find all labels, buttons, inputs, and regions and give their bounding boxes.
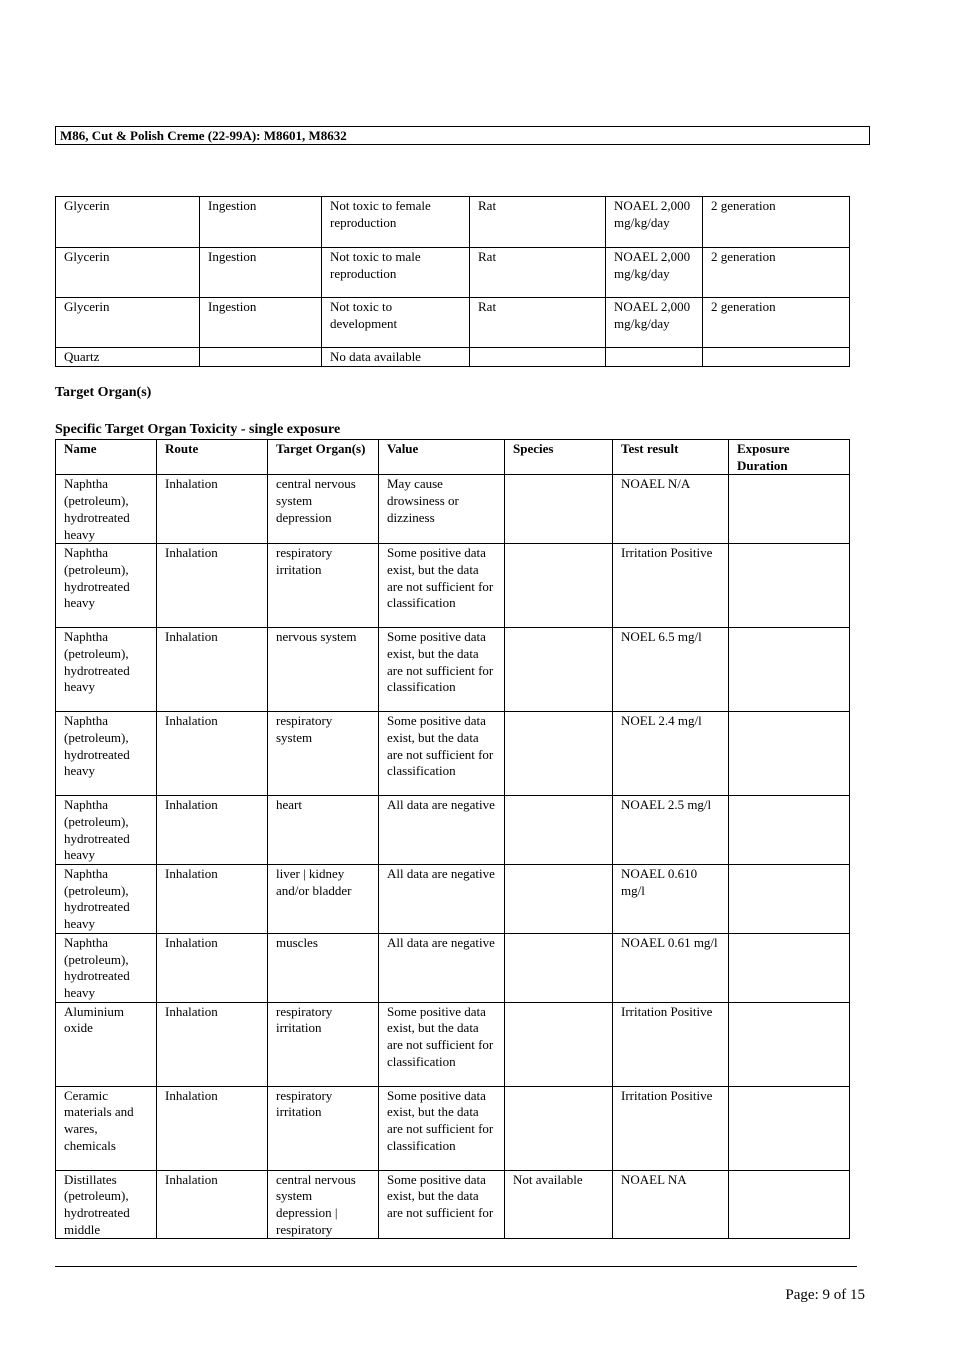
column-header: Species	[505, 440, 613, 475]
table-cell: Not toxic to female reproduction	[322, 197, 470, 248]
table-cell: Some positive data exist, but the data are not sufficient for classification	[379, 628, 505, 712]
table-cell: Aluminium oxide	[56, 1002, 157, 1086]
table-cell: Inhalation	[157, 1170, 268, 1239]
table-cell: NOAEL 2,000 mg/kg/day	[606, 298, 703, 348]
table-cell: Inhalation	[157, 796, 268, 865]
table-cell: NOAEL 0.610 mg/l	[613, 865, 729, 934]
table-cell: Inhalation	[157, 712, 268, 796]
table-cell: NOAEL 2,000 mg/kg/day	[606, 248, 703, 298]
table-cell: Quartz	[56, 348, 200, 367]
table-cell: Some positive data exist, but the data are not sufficient for classification	[379, 712, 505, 796]
table-row	[56, 1170, 850, 1239]
table-cell: NOAEL NA	[613, 1170, 729, 1239]
column-header: Name	[56, 440, 157, 475]
table-cell: Not toxic to development	[322, 298, 470, 348]
table-cell	[729, 1086, 850, 1170]
table-cell	[505, 1086, 613, 1170]
table-cell: NOEL 6.5 mg/l	[613, 628, 729, 712]
table-row	[56, 197, 850, 248]
table-row	[56, 628, 850, 712]
table-row	[56, 348, 850, 367]
table-cell: May cause drowsiness or dizziness	[379, 475, 505, 544]
table-row	[56, 796, 850, 865]
column-header: Test result	[613, 440, 729, 475]
table-cell: 2 generation	[703, 298, 850, 348]
table-cell	[729, 475, 850, 544]
table-cell: No data available	[322, 348, 470, 367]
table-cell: central nervous system depression | respiratory	[268, 1170, 379, 1239]
table-cell: Naphtha (petroleum), hydrotreated heavy	[56, 628, 157, 712]
table-cell: Irritation Positive	[613, 1086, 729, 1170]
table-cell: heart	[268, 796, 379, 865]
table-cell: Rat	[470, 248, 606, 298]
table-cell	[470, 348, 606, 367]
table-cell: liver | kidney and/or bladder	[268, 865, 379, 934]
table-cell	[200, 348, 322, 367]
table-cell	[505, 712, 613, 796]
column-header: Route	[157, 440, 268, 475]
table-cell: Naphtha (petroleum), hydrotreated heavy	[56, 933, 157, 1002]
table-cell: nervous system	[268, 628, 379, 712]
table-cell	[729, 933, 850, 1002]
table-cell	[505, 628, 613, 712]
table-cell: NOAEL 0.61 mg/l	[613, 933, 729, 1002]
table-cell: Naphtha (petroleum), hydrotreated heavy	[56, 544, 157, 628]
table-cell: Naphtha (petroleum), hydrotreated heavy	[56, 475, 157, 544]
table-cell	[505, 475, 613, 544]
table-cell: respiratory irritation	[268, 1002, 379, 1086]
page-number: Page: 9 of 15	[785, 1287, 865, 1303]
table-cell: Inhalation	[157, 475, 268, 544]
table-cell	[729, 544, 850, 628]
table-cell: Ingestion	[200, 197, 322, 248]
table-row	[56, 1002, 850, 1086]
table-cell: respiratory irritation	[268, 544, 379, 628]
table-cell: Inhalation	[157, 628, 268, 712]
table-cell	[606, 348, 703, 367]
table-cell: 2 generation	[703, 197, 850, 248]
table-cell: Glycerin	[56, 197, 200, 248]
table-cell: NOAEL 2,000 mg/kg/day	[606, 197, 703, 248]
table-cell: Distillates (petroleum), hydrotreated middle	[56, 1170, 157, 1239]
stot-single-exposure-heading: Specific Target Organ Toxicity - single exposure	[55, 422, 341, 437]
table-cell	[729, 796, 850, 865]
table-cell: central nervous system depression	[268, 475, 379, 544]
table-row	[56, 248, 850, 298]
table-cell: Some positive data exist, but the data are not sufficient for classification	[379, 1086, 505, 1170]
table-cell: Not toxic to male reproduction	[322, 248, 470, 298]
stot-single-exposure-table	[55, 439, 850, 1239]
table-row	[56, 1086, 850, 1170]
table-cell: Naphtha (petroleum), hydrotreated heavy	[56, 796, 157, 865]
table-cell	[729, 1002, 850, 1086]
table-cell: Inhalation	[157, 1086, 268, 1170]
table-cell: All data are negative	[379, 933, 505, 1002]
table-cell	[505, 933, 613, 1002]
table-cell	[505, 1002, 613, 1086]
table-cell	[729, 628, 850, 712]
table-cell: Ingestion	[200, 298, 322, 348]
table-cell: Some positive data exist, but the data are not sufficient for classification	[379, 1002, 505, 1086]
table-row	[56, 544, 850, 628]
table-cell: NOAEL 2.5 mg/l	[613, 796, 729, 865]
table-cell: respiratory system	[268, 712, 379, 796]
table-cell	[505, 865, 613, 934]
table-cell: Some positive data exist, but the data are not sufficient for classification	[379, 544, 505, 628]
table-cell: 2 generation	[703, 248, 850, 298]
reproductive-toxicity-table	[55, 196, 850, 367]
table-cell	[729, 1170, 850, 1239]
table-row	[56, 865, 850, 934]
table-cell: NOEL 2.4 mg/l	[613, 712, 729, 796]
table-cell: Inhalation	[157, 1002, 268, 1086]
table-cell: All data are negative	[379, 796, 505, 865]
table-cell: Irritation Positive	[613, 1002, 729, 1086]
table-cell: Naphtha (petroleum), hydrotreated heavy	[56, 712, 157, 796]
table-cell: Inhalation	[157, 933, 268, 1002]
table-row	[56, 712, 850, 796]
table-cell: Irritation Positive	[613, 544, 729, 628]
table-row	[56, 298, 850, 348]
table-cell: Glycerin	[56, 248, 200, 298]
footer-divider	[55, 1266, 857, 1267]
table-row	[56, 475, 850, 544]
table-row	[56, 933, 850, 1002]
table-cell: respiratory irritation	[268, 1086, 379, 1170]
table-cell: Not available	[505, 1170, 613, 1239]
column-header: Value	[379, 440, 505, 475]
table-cell	[505, 796, 613, 865]
column-header: Target Organ(s)	[268, 440, 379, 475]
table-cell: Rat	[470, 197, 606, 248]
table-cell: Inhalation	[157, 544, 268, 628]
table-cell: Ingestion	[200, 248, 322, 298]
table-cell: Some positive data exist, but the data are not sufficient for	[379, 1170, 505, 1239]
table-cell: Naphtha (petroleum), hydrotreated heavy	[56, 865, 157, 934]
table-cell: Ceramic materials and wares, chemicals	[56, 1086, 157, 1170]
table-cell: Inhalation	[157, 865, 268, 934]
table-cell: Rat	[470, 298, 606, 348]
table-cell: All data are negative	[379, 865, 505, 934]
target-organs-heading: Target Organ(s)	[55, 385, 152, 400]
table-cell: muscles	[268, 933, 379, 1002]
table-cell	[729, 865, 850, 934]
table-cell	[703, 348, 850, 367]
table-cell	[729, 712, 850, 796]
table-cell	[505, 544, 613, 628]
column-header: Exposure Duration	[729, 440, 850, 475]
document-header-title: M86, Cut & Polish Creme (22-99A): M8601, M8632	[55, 126, 870, 145]
table-cell: NOAEL N/A	[613, 475, 729, 544]
table-cell: Glycerin	[56, 298, 200, 348]
